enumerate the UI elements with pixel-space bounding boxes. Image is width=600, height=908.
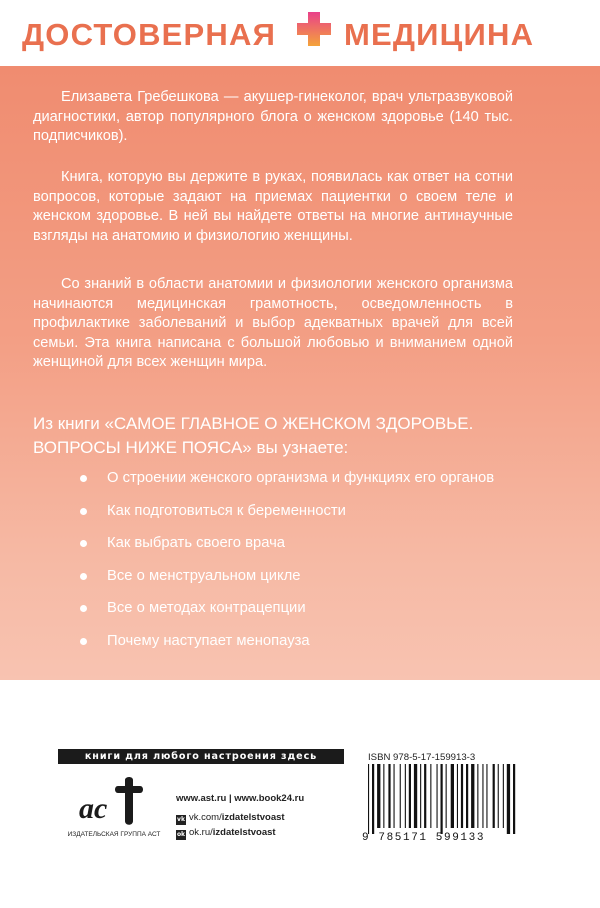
list-item-text: Почему наступает менопауза: [107, 632, 310, 649]
barcode-bar: [372, 764, 374, 834]
barcode-bar: [477, 764, 478, 828]
barcode-bar: [383, 764, 384, 828]
ok-prefix: ok.ru/: [189, 827, 213, 838]
list-item-text: Как выбрать своего врача: [107, 535, 286, 551]
svg-text:ac: ac: [79, 792, 108, 825]
bullet-dot-icon: [80, 573, 87, 580]
barcode-bar: [420, 764, 421, 828]
bullet-dot-icon: [80, 508, 87, 515]
barcode-bar: [441, 764, 443, 834]
book-paragraph: Книга, которую вы держите в руках, появилась как ответ на сотни вопросов, которые задают на приемах пациентки о своем теле и женском здоровье. В ней вы найдете ответы на многие антинаучные взгляды на анатомию и физиологию женщины.: [33, 169, 513, 244]
barcode-bar: [507, 764, 510, 834]
isbn-label: ISBN 978-5-17-159913-3: [368, 752, 476, 763]
barcode-bar: [437, 764, 438, 828]
barcode-bar: [394, 764, 395, 828]
barcode: [362, 764, 532, 834]
list-item-text: О строении женского организма и функциях его органов: [107, 470, 495, 486]
barcode-bar: [377, 764, 380, 828]
brand-title-right: МЕДИЦИНА: [344, 17, 535, 52]
ok-link: [176, 827, 276, 840]
list-item: [76, 564, 576, 597]
list-item: [76, 629, 576, 662]
barcode-bar: [457, 764, 458, 828]
bullet-dot-icon: [80, 540, 87, 547]
ok-icon: ok: [176, 831, 186, 838]
vk-prefix: vk.com/: [189, 812, 222, 823]
lead-heading: Из книги «САМОЕ ГЛАВНОЕ О ЖЕНСКОМ ЗДОРОВЬЕ. ВОПРОСЫ НИЖЕ ПОЯСА» вы узнаете:: [33, 414, 474, 457]
barcode-bar: [513, 764, 515, 834]
list-item: [76, 499, 576, 532]
barcode-digits: 9 785171 599133: [362, 832, 486, 844]
vk-handle: izdatelstvoast: [221, 812, 285, 823]
vk-icon: vk: [177, 816, 185, 823]
barcode-bar: [409, 764, 411, 828]
bullet-dot-icon: [80, 605, 87, 612]
list-item: [76, 596, 576, 629]
barcode-bar: [368, 764, 369, 834]
barcode-bar: [388, 764, 390, 828]
bullet-dot-icon: [80, 475, 87, 482]
topics-list: [76, 466, 576, 661]
barcode-bar: [446, 764, 447, 828]
knowledge-paragraph: Со знаний в области анатомии и физиологии женского организма начинаются медицинская грамотность, осведомленность в профилактике заболеваний и выбор адекватных врачей для всей семьи. Эта книга написана с большой любовью и вниманием одной женщиной для всех женщин мира.: [33, 276, 513, 371]
bullet-dot-icon: [80, 638, 87, 645]
list-item: [76, 531, 576, 564]
ast-logo-icon: [73, 772, 153, 828]
publisher-name: ИЗДАТЕЛЬСКАЯ ГРУППА АСТ: [67, 831, 161, 838]
vk-link: [176, 812, 285, 825]
author-paragraph: Елизавета Гребешкова — акушер-гинеколог, врач ультразвуковой диагностики, автор популярного блога о женском здоровье (140 тыс. подписчиков).: [33, 89, 513, 145]
barcode-bar: [486, 764, 487, 828]
list-item: [76, 466, 576, 499]
list-item-text: Все о менструальном цикле: [107, 567, 301, 584]
list-item-text: Как подготовиться к беременности: [107, 502, 346, 519]
tagline-banner: книги для любого настроения здесь: [58, 749, 344, 764]
barcode-bar: [466, 764, 468, 828]
plus-cross-icon: [295, 10, 333, 48]
barcode-bar: [482, 764, 483, 828]
ok-handle: izdatelstvoast: [212, 827, 276, 838]
header: [0, 0, 600, 66]
website-links: www.ast.ru | www.book24.ru: [176, 793, 305, 804]
barcode-bar: [503, 764, 504, 828]
barcode-bar: [400, 764, 401, 828]
barcode-bar: [405, 764, 406, 828]
barcode-bar: [424, 764, 426, 828]
list-item-text: Все о методах контрацепции: [107, 600, 306, 616]
barcode-bar: [461, 764, 463, 828]
barcode-bar: [471, 764, 474, 828]
barcode-bar: [498, 764, 499, 828]
barcode-bar: [430, 764, 431, 828]
brand-title-left: ДОСТОВЕРНАЯ: [22, 17, 277, 52]
barcode-bar: [414, 764, 417, 828]
barcode-bar: [493, 764, 495, 828]
barcode-bar: [451, 764, 454, 828]
